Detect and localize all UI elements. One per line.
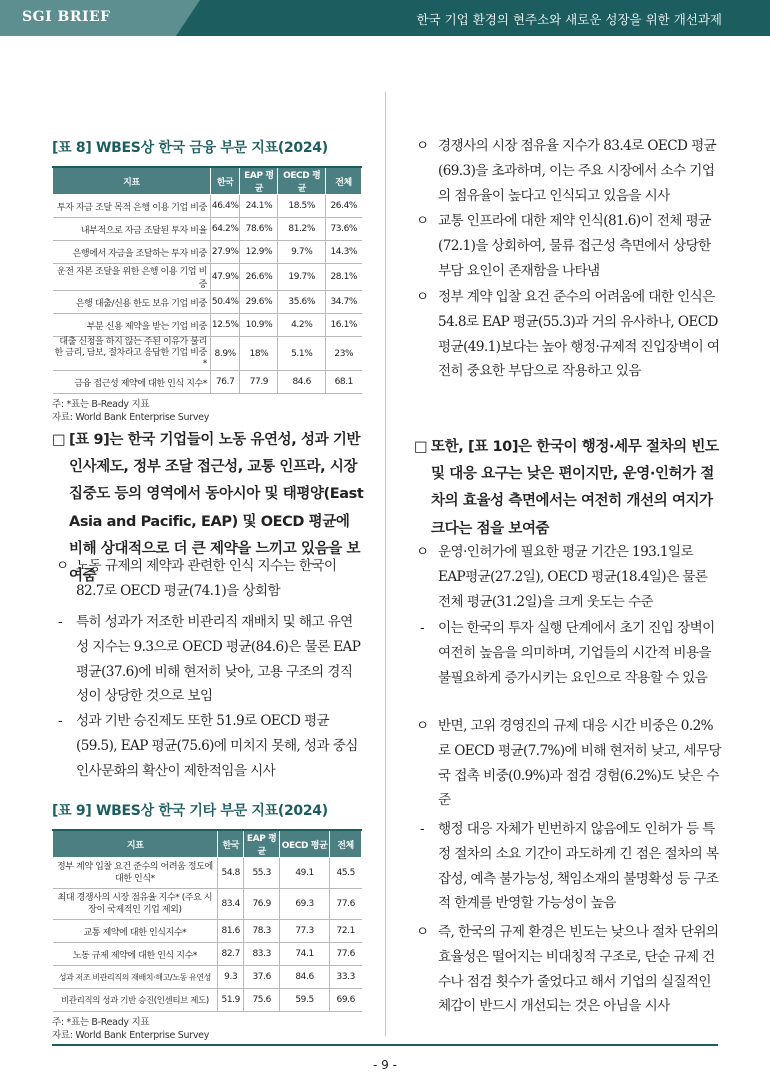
footer-rule xyxy=(52,1044,718,1046)
table-row: 비관리직의 성과 기반 승진(인센티브 제도) 51.9 75.6 59.5 69.6 xyxy=(53,989,362,1012)
section-paragraph: □ 또한, [표 10]은 한국이 행정·세무 절차의 빈도 및 대응 요구는 낮은 편이지만, 운영·인허가 절차의 효율성 측면에서는 여전히 개선의 여지가 크다는 점을 보여줌 xyxy=(414,439,719,537)
header-title: 한국 기업 환경의 현주소와 새로운 성장을 위한 개선과제 xyxy=(416,12,722,27)
table-row: 정부 계약 입찰 요건 준수의 어려움 정도에 대한 인식* 54.8 55.3 49.1 45.5 xyxy=(53,858,362,889)
table-row: 금융 접근성 제약에 대한 인식 지수* 76.7 77.9 84.6 68.1 xyxy=(53,371,362,394)
table9-source: 자료: World Bank Enterprise Survey xyxy=(52,1030,210,1041)
table9-title: [표 9] WBES상 한국 기타 부문 지표(2024) xyxy=(52,803,328,819)
table-row: 대출 신청을 하지 않는 주된 이유가 불리한 금리, 담보, 절차라고 응답한 기업 비중* 8.9% 18% 5.1% 23% xyxy=(53,337,362,371)
table-row: 부분 신용 제약을 받는 기업 비중 12.5% 10.9% 4.2% 16.1% xyxy=(53,314,362,337)
brand-logo: SGI BRIEF xyxy=(22,9,111,25)
table-row: 내부적으로 자금 조달된 투자 비율 64.2% 78.6% 81.2% 73.6% xyxy=(53,218,362,241)
table-row: 투자 자금 조달 목적 은행 이용 기업 비중 46.4% 24.1% 18.5% 26.4% xyxy=(53,195,362,218)
table-row: 은행에서 자금을 조달하는 투자 비중 27.9% 12.9% 9.7% 14.3% xyxy=(53,241,362,264)
table9: 지표 한국 EAP 평균 OECD 평균 전체 정부 계약 입찰 요건 준수의 어려움 정도에 대한 인식* 54.8 55.3 49.1 45.5 최대 경쟁사의 시장 점유율 지수* (주요 시장이 국제적인 기업 제외) 83.4 76.9 69.3 77.6 교통 제약에 대한 인식지수* 81.6 78.3 77.3 72.1 노동 규제 제약에 대한 인식 지수* 82.7 83.3 74.1 77.6 성과 저조 비관리직의 재배치·해고/노동 유연성 9.3 37.6 84.6 33.3 비관리직의 성과 기반 승진(인센티브 제도) 51.9 75.6 59.5 69.6 주: *표는 B-Ready 지표 자료: World Bank Enterprise Survey xyxy=(52,829,364,1042)
column-divider xyxy=(385,92,386,1036)
table8-source: 자료: World Bank Enterprise Survey xyxy=(52,412,210,423)
bullet-item: ㅇ 정부 계약 입찰 요건 준수의 어려움에 대한 인식은 54.8로 EAP 평균(55.3)과 거의 유사하나, OECD 평균(49.1)보다는 높아 행정·규제적 진입장벽이 여전히 중요한 부담으로 작용하고 있음 xyxy=(416,289,720,380)
table8: 지표 한국 EAP 평균 OECD 평균 전체 투자 자금 조달 목적 은행 이용 기업 비중 46.4% 24.1% 18.5% 26.4% 내부적으로 자금 조달된 투자 비율 64.2% 78.6% 81.2% 73.6% 은행에서 자금을 조달하는 투자 비중 27.9% 12.9% 9.7% 14.3% 운전 자본 조달을 위한 은행 이용 기업 비중 47.9% 26.6% 19.7% 28.1% 은행 대출/신용 한도 보유 기업 비중 50.4% 29.6% 35.6% 34.7% 부분 신용 제약을 받는 기업 비중 12.5% 10.9% 4.2% 16.1% 대출 신청을 하지 않는 주된 이유가 불리한 금리, 담보, 절차라고 응답한 기업 비중* 8.9% 18% 5.1% 23% 금융 접근성 제약에 대한 인식 지수* 76.7 77.9 84.6 68.1 주: *표는 B-Ready 지표 자료: World Bank Enterprise Survey xyxy=(52,166,364,424)
table-row: 교통 제약에 대한 인식지수* 81.6 78.3 77.3 72.1 xyxy=(53,920,362,943)
dash-item: - 특히 성과가 저조한 비관리직 재배치 및 해고 유연성 지수는 9.3으로 OECD 평균(84.6)은 물론 EAP 평균(37.6)에 비해 현저히 낮아, 고용 구조의 경직성이 상당한 것으로 보임 xyxy=(58,614,361,705)
dash-item: - 성과 기반 승진제도 또한 51.9로 OECD 평균(59.5), EAP 평균(75.6)에 미치지 못해, 성과 중심 인사문화의 확산이 제한적임을 시사 xyxy=(58,713,358,779)
bullet-item: ㅇ 반면, 고위 경영진의 규제 대응 시간 비중은 0.2%로 OECD 평균(7.7%)에 비해 현저히 낮고, 세무당국 접촉 비중(0.9%)과 점검 경험(6.2%)도 낮은 수준 xyxy=(416,718,721,809)
bullet-item: ㅇ 즉, 한국의 규제 환경은 빈도는 낮으나 절차 단위의 효율성은 떨어지는 비대칭적 구조로, 단순 규제 건수나 점검 횟수가 줄었다고 해서 기업의 실질적인 체감이 반드시 개선되는 것은 아님을 시사 xyxy=(416,924,719,1015)
bullet-item: ㅇ 교통 인프라에 대한 제약 인식(81.6)이 전체 평균(72.1)을 상회하여, 물류 접근성 측면에서 상당한 부담 요인이 존재함을 나타냄 xyxy=(416,213,711,279)
table-row: 성과 저조 비관리직의 재배치·해고/노동 유연성 9.3 37.6 84.6 33.3 xyxy=(53,966,362,989)
bullet-item: ㅇ 경쟁사의 시장 점유율 지수가 83.4로 OECD 평균(69.3)을 초과하며, 이는 주요 시장에서 소수 기업의 점유율이 높다고 인식되고 있음을 시사 xyxy=(416,138,717,204)
table-row: 은행 대출/신용 한도 보유 기업 비중 50.4% 29.6% 35.6% 34.7% xyxy=(53,291,362,314)
table-row: 운전 자본 조달을 위한 은행 이용 기업 비중 47.9% 26.6% 19.7% 28.1% xyxy=(53,264,362,291)
table-row: 최대 경쟁사의 시장 점유율 지수* (주요 시장이 국제적인 기업 제외) 83.4 76.9 69.3 77.6 xyxy=(53,889,362,920)
table8-note: 주: *표는 B-Ready 지표 xyxy=(52,399,150,410)
dash-item: - 행정 대응 자체가 빈번하지 않음에도 인허가 등 특정 절차의 소요 기간이 과도하게 긴 점은 절차의 복잡성, 예측 불가능성, 책임소재의 불명확성 등 구조적 한계를 반영할 가능성이 높음 xyxy=(420,821,719,912)
page-number: - 9 - xyxy=(373,1058,397,1072)
table-row: 노동 규제 제약에 대한 인식 지수* 82.7 83.3 74.1 77.6 xyxy=(53,943,362,966)
bullet-item: ㅇ 노동 규제의 제약과 관련한 인식 지수는 한국이 82.7로 OECD 평균(74.1)을 상회함 xyxy=(56,558,337,599)
table9-note: 주: *표는 B-Ready 지표 xyxy=(52,1017,150,1028)
table8-title: [표 8] WBES상 한국 금융 부문 지표(2024) xyxy=(52,140,328,156)
bullet-item: ㅇ 운영·인허가에 필요한 평균 기간은 193.1일로 EAP평균(27.2일), OECD 평균(18.4일)은 물론 전체 평균(31.2일)을 크게 웃도는 수준 xyxy=(416,544,708,610)
section-paragraph: □ [표 9]는 한국 기업들이 노동 유연성, 성과 기반 인사제도, 정부 조달 접근성, 교통 인프라, 시장 집중도 등의 영역에서 동아시아 및 태평양(East Asia and Pacific, EAP) 및 OECD 평균에 비해 상대적으로 더 큰 제약을 느끼고 있음을 보여줌 xyxy=(52,432,364,585)
page-header xyxy=(0,0,770,36)
dash-item: - 이는 한국의 투자 실행 단계에서 초기 진입 장벽이 여전히 높음을 의미하며, 기업들의 시간적 비용을 불필요하게 증가시키는 요인으로 작용할 수 있음 xyxy=(420,620,715,686)
